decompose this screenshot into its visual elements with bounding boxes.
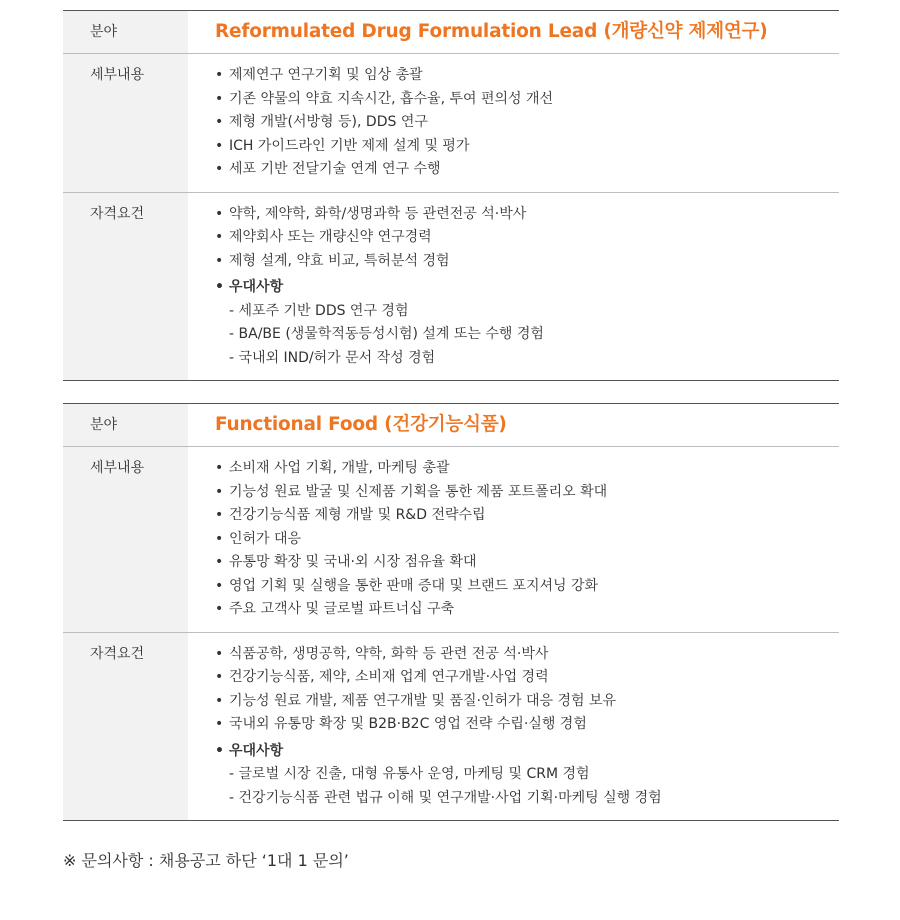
details-label: 세부내용: [63, 447, 188, 632]
list-item: • 제형 개발(서방형 등), DDS 연구: [215, 111, 839, 135]
list-item: • 제형 설계, 약효 비교, 특허분석 경험: [215, 250, 839, 274]
field-label: 분야: [63, 404, 188, 446]
position-table-1: [63, 10, 839, 381]
list-item: • 건강기능식품 제형 개발 및 R&D 전략수립: [215, 504, 839, 528]
preferred-item: - BA/BE (생물학적동등성시험) 설계 또는 수행 경험: [215, 323, 839, 347]
field-row: [63, 404, 839, 447]
list-item: • 약학, 제약학, 화학/생명과학 등 관련전공 석·박사: [215, 203, 839, 227]
inquiry-footnote: ※ 문의사항 : 채용공고 하단 ‘1대 1 문의’: [63, 851, 349, 870]
field-label: 분야: [63, 11, 188, 53]
details-list: [215, 64, 839, 182]
list-item: • 소비재 사업 기획, 개발, 마케팅 총괄: [215, 457, 839, 481]
position-title: Functional Food (건강기능식품): [215, 414, 507, 435]
list-item: • 세포 기반 전달기술 연계 연구 수행: [215, 158, 839, 182]
preferred-item: - 글로벌 시장 진출, 대형 유통사 운영, 마케팅 및 CRM 경험: [215, 763, 839, 787]
field-row: [63, 11, 839, 54]
qualifications-row: [63, 633, 839, 821]
qualifications-list: [215, 203, 839, 371]
preferred-item: - 세포주 기반 DDS 연구 경험: [215, 300, 839, 324]
list-item: • ICH 가이드라인 기반 제제 설계 및 평가: [215, 135, 839, 159]
list-item: • 기존 약물의 약효 지속시간, 흡수율, 투여 편의성 개선: [215, 88, 839, 112]
position-table-2: [63, 403, 839, 821]
list-item: • 주요 고객사 및 글로벌 파트너십 구축: [215, 598, 839, 622]
list-item: • 제제연구 연구기획 및 임상 총괄: [215, 64, 839, 88]
list-item: • 기능성 원료 발굴 및 신제품 기획을 통한 제품 포트폴리오 확대: [215, 481, 839, 505]
qualifications-list: [215, 643, 839, 811]
list-item: • 국내외 유통망 확장 및 B2B·B2C 영업 전략 수립·실행 경험: [215, 713, 839, 737]
preferred-heading: • 우대사항: [215, 740, 839, 764]
preferred-heading: • 우대사항: [215, 276, 839, 300]
list-item: • 식품공학, 생명공학, 약학, 화학 등 관련 전공 석·박사: [215, 643, 839, 667]
list-item: • 건강기능식품, 제약, 소비재 업계 연구개발·사업 경력: [215, 666, 839, 690]
list-item: • 기능성 원료 개발, 제품 연구개발 및 품질·인허가 대응 경험 보유: [215, 690, 839, 714]
qualifications-label: 자격요건: [63, 633, 188, 821]
qualifications-label: 자격요건: [63, 193, 188, 381]
details-row: [63, 447, 839, 633]
list-item: • 유통망 확장 및 국내·외 시장 점유율 확대: [215, 551, 839, 575]
details-label: 세부내용: [63, 54, 188, 192]
list-item: • 제약회사 또는 개량신약 연구경력: [215, 226, 839, 250]
list-item: • 영업 기획 및 실행을 통한 판매 증대 및 브랜드 포지셔닝 강화: [215, 575, 839, 599]
qualifications-row: [63, 193, 839, 381]
preferred-item: - 건강기능식품 관련 법규 이해 및 연구개발·사업 기획·마케팅 실행 경험: [215, 787, 839, 811]
preferred-item: - 국내외 IND/허가 문서 작성 경험: [215, 347, 839, 371]
details-row: [63, 54, 839, 193]
list-item: • 인허가 대응: [215, 528, 839, 552]
details-list: [215, 457, 839, 622]
position-title: Reformulated Drug Formulation Lead (개량신약 제제연구): [215, 21, 768, 42]
